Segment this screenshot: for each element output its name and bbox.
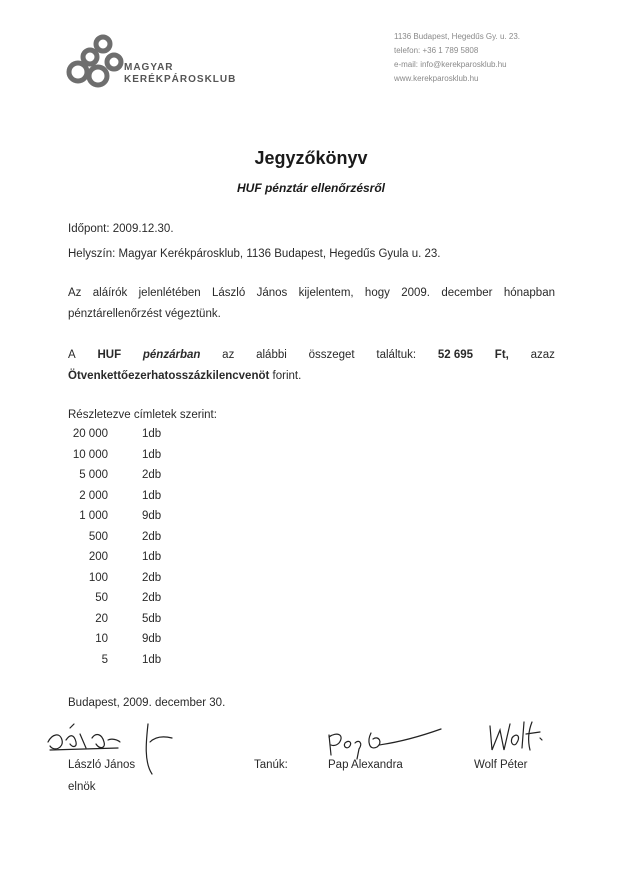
denomination-row [68,572,161,593]
denomination-count: 1db [142,551,162,563]
denomination-count: 2db [142,469,162,481]
cash-sentence [68,349,555,361]
witness-label: Tanúk: [254,759,288,771]
closing-place-date: Budapest, 2009. december 30. [68,697,226,709]
cash-word-6: összeget [308,349,355,361]
contact-block [394,30,520,86]
denomination-value: 5 000 [79,469,108,481]
denomination-value: 2 000 [79,489,108,502]
denomination-row [68,510,161,531]
denomination-row [68,428,161,449]
logo-text [124,62,236,86]
signature-wolf [482,718,552,762]
denomination-value: 500 [88,530,108,543]
contact-website: www.kerekparosklub.hu [394,74,479,83]
logo-line2: KERÉKPÁROSKLUB [124,74,237,85]
cash-currency: Ft, [494,349,509,361]
cash-word-1: A [68,349,76,361]
denomination-count: 5db [142,612,162,625]
signature-laszlo [40,712,190,782]
cash-word-5: alábbi [256,349,287,361]
denomination-row [68,633,161,654]
witness-1-name: Pap Alexandra [328,759,403,771]
cash-register-word: pénzárban [142,349,201,361]
denomination-row [68,551,161,572]
denomination-row [68,449,161,470]
denomination-count: 1db [142,428,162,440]
cash-word-8: azaz [530,349,555,361]
cash-word-4: az [222,349,235,361]
denomination-row [68,531,161,552]
denomination-row [68,469,161,490]
contact-address: 1136 Budapest, Hegedűs Gy. u. 23. [394,32,521,41]
denomination-count: 1db [142,653,162,666]
denomination-value: 20 000 [72,428,108,440]
denomination-value: 100 [88,571,108,584]
breakdown-title: Részletezve címletek szerint: [68,409,217,421]
denomination-count: 9db [142,633,162,645]
denomination-row [68,654,161,675]
signatory-main-name: László János [68,759,136,771]
cash-word-7: találtuk: [376,349,417,361]
denomination-table [68,428,161,674]
denomination-value: 200 [88,551,108,563]
signatory-main-role: elnök [68,781,96,793]
denomination-row [68,490,161,511]
cash-amount-words: Ötvenkettőezerhatosszázkilencvenöt [68,370,270,382]
statement-line2: pénztárellenőrzést végeztünk. [68,308,221,320]
denomination-value: 10 [95,633,108,645]
cash-currency-code: HUF [97,349,122,361]
denomination-count: 1db [142,448,162,461]
denomination-row [68,613,161,634]
cash-amount-words-line [68,370,301,382]
denomination-value: 50 [95,592,108,604]
witness-2-name: Wolf Péter [474,759,528,771]
logo-circles-icon [66,34,126,94]
document-subtitle: HUF pénztár ellenőrzésről [236,181,386,195]
contact-phone: telefon: +36 1 789 5808 [394,46,479,55]
denomination-row [68,592,161,613]
denomination-count: 1db [142,489,162,502]
denomination-value: 5 [101,653,108,666]
logo-line1: MAGYAR [124,62,174,73]
denomination-count: 2db [142,530,162,543]
date-line: Időpont: 2009.12.30. [68,223,174,235]
denomination-value: 20 [95,612,108,625]
denomination-count: 2db [142,592,162,604]
cash-suffix: forint. [272,370,302,382]
denomination-count: 2db [142,571,162,584]
denomination-count: 9db [142,510,162,522]
place-line: Helyszín: Magyar Kerékpárosklub, 1136 Budapest, Hegedűs Gyula u. 23. [68,248,441,260]
statement-line1: Az aláírók jelenlétében László János kijelentem, hogy 2009. december hónapban [68,287,555,299]
contact-email: e-mail: info@kerekparosklub.hu [394,60,507,69]
denomination-value: 10 000 [72,448,108,461]
cash-amount: 52 695 [437,349,474,361]
denomination-value: 1 000 [79,510,108,522]
document-title: Jegyzőkönyv [254,148,368,168]
